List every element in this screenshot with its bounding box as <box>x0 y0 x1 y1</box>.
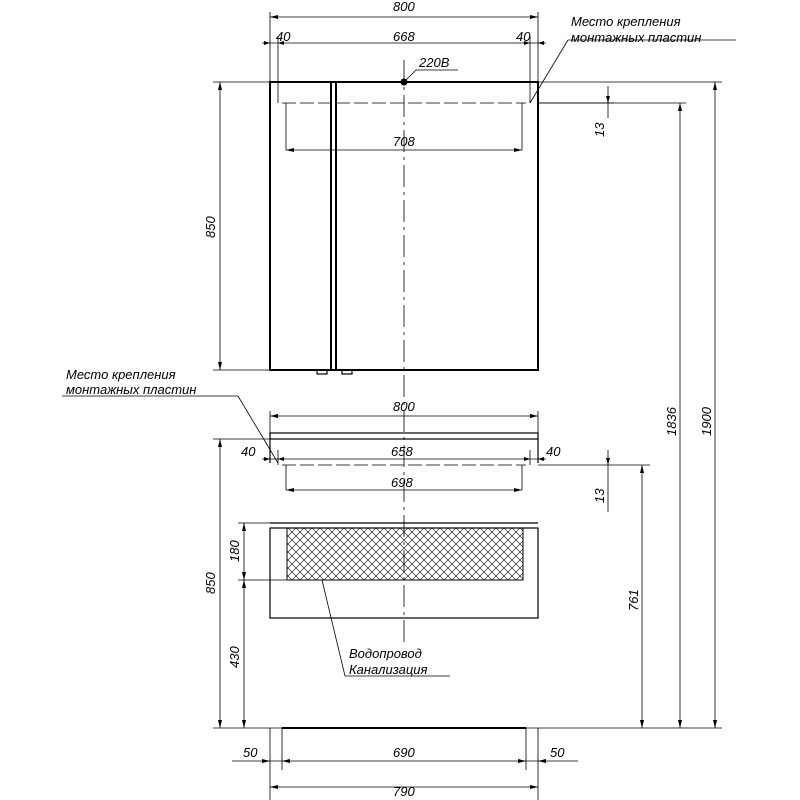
vanity-side-right-label: 40 <box>546 444 561 459</box>
vanity-inner-span-label: 658 <box>391 444 413 459</box>
overall-height-to-plate-label: 1836 <box>664 407 679 436</box>
vanity-side-left-label: 40 <box>241 444 256 459</box>
pipe-note-line1: Водопровод <box>349 646 422 661</box>
vanity-drawer-lattice <box>287 528 523 580</box>
vanity-dimensions <box>213 411 650 800</box>
vanity-floor-to-plate-label: 761 <box>626 589 641 611</box>
cabinet-mount-note-line1: Место крепления <box>571 14 681 29</box>
vanity-lower-height-label: 430 <box>227 646 242 668</box>
cabinet-plate-offset-label: 13 <box>592 122 607 137</box>
vanity-mount-note-line1: Место крепления <box>66 367 176 382</box>
vanity-height-label: 850 <box>203 572 218 594</box>
vanity-bottom-mid-label: 690 <box>393 745 415 760</box>
cabinet-plate-span-label: 708 <box>393 134 415 149</box>
vanity-bottom-total-label: 790 <box>393 784 415 799</box>
cabinet-side-right-label: 40 <box>516 29 531 44</box>
cabinet-dimensions <box>213 12 614 370</box>
overall-dimensions <box>526 82 722 728</box>
cabinet-inner-span-label: 668 <box>393 29 415 44</box>
cabinet-side-left-label: 40 <box>276 29 291 44</box>
cabinet-width-label: 800 <box>393 0 415 14</box>
overall-total-height-label: 1900 <box>699 407 714 436</box>
power-label: 220В <box>419 55 450 70</box>
cabinet-mount-note-line2: монтажных пластин <box>571 30 702 45</box>
vanity-plate-span-label: 698 <box>391 475 413 490</box>
vanity-mount-note-line2: монтажных пластин <box>66 382 197 397</box>
vanity-bottom-right-label: 50 <box>550 745 565 760</box>
pipe-note-line2: Канализация <box>349 662 428 677</box>
vanity-drawer-height-label: 180 <box>227 540 242 562</box>
vanity-bottom-left-label: 50 <box>243 745 258 760</box>
vanity-plate-offset-label: 13 <box>592 488 607 503</box>
cabinet-height-label: 850 <box>203 216 218 238</box>
vanity-width-label: 800 <box>393 399 415 414</box>
